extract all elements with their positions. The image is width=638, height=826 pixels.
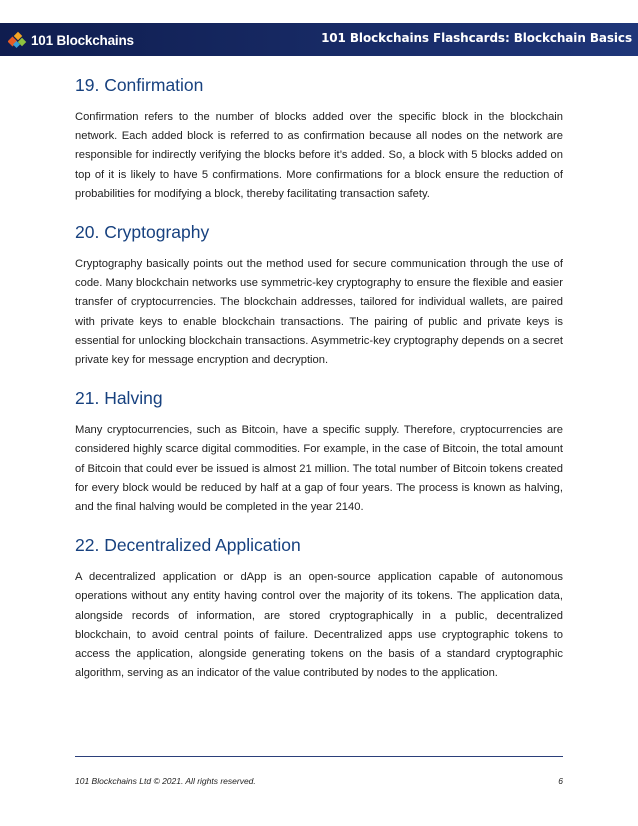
section-body: Cryptography basically points out the method used for secure communication through the use of code. Many blockchain networks use symmetric-key cryptography to ensure the flexible and easier transfer of cryptocurrencies. The blockchain addresses, tailored for individual wallets, are paired with private keys to enable blockchain transactions. The pairing of public and private keys is essential for unlocking blockchain transactions. Asymmetric-key cryptography depends on a secret private key for message encryption and decryption. xyxy=(75,258,563,367)
footer-divider xyxy=(75,756,563,757)
blocks-logo-icon xyxy=(8,30,28,50)
footer-copyright: 101 Blockchains Ltd © 2021. All rights reserved. xyxy=(75,776,256,786)
section-body: A decentralized application or dApp is an open-source application capable of autonomous operations without any entity having control over the majority of its tokens. The application data, alongside records of information, are stored cryptographically in a public, decentralized blockchain, to avoid central points of failure. Decentralized apps use cryptographic tokens to access the application, alongside generating tokens on the basis of a standard cryptographic algorithm, serving as an indicator of the value contributed by nodes to the application. xyxy=(75,571,563,680)
section-cryptography xyxy=(75,222,563,370)
section-heading: 21. Halving xyxy=(75,388,163,409)
main-content xyxy=(75,70,563,701)
section-heading: 19. Confirmation xyxy=(75,75,204,95)
brand-logo[interactable] xyxy=(8,29,134,51)
header-banner xyxy=(0,23,638,56)
section-heading: 20. Cryptography xyxy=(75,222,210,243)
section-decentralized-application xyxy=(75,535,563,683)
section-halving xyxy=(75,388,563,517)
logo-text: 101 Blockchains xyxy=(31,32,134,48)
page-number: 6 xyxy=(558,776,563,786)
section-body: Confirmation refers to the number of blocks added over the specific block in the blockchain network. Each added block is referred to as confirmation because all nodes on the network are responsible for indirectly verifying the blocks before it’s added. So, a block with 5 blocks added on top of it is likely to have 5 confirmations. More confirmations for a block ensure the reduction of probabilities for modifying a block, thereby facilitating transaction safety. xyxy=(75,111,563,200)
section-heading: 22. Decentralized Application xyxy=(75,535,301,556)
section-body: Many cryptocurrencies, such as Bitcoin, have a specific supply. Therefore, cryptocurrencies are considered highly scarce digital commodities. For example, in the case of Bitcoin, the total amount of Bitcoin that could ever be issued is almost 21 million. The total number of Bitcoin tokens created for every block would be reduced by half at a gap of four years. The process is known as halving, and the final halving would be completed in the year 2140. xyxy=(75,424,563,514)
document-title: 101 Blockchains Flashcards: Blockchain Basics xyxy=(321,31,632,45)
section-confirmation xyxy=(75,75,563,204)
